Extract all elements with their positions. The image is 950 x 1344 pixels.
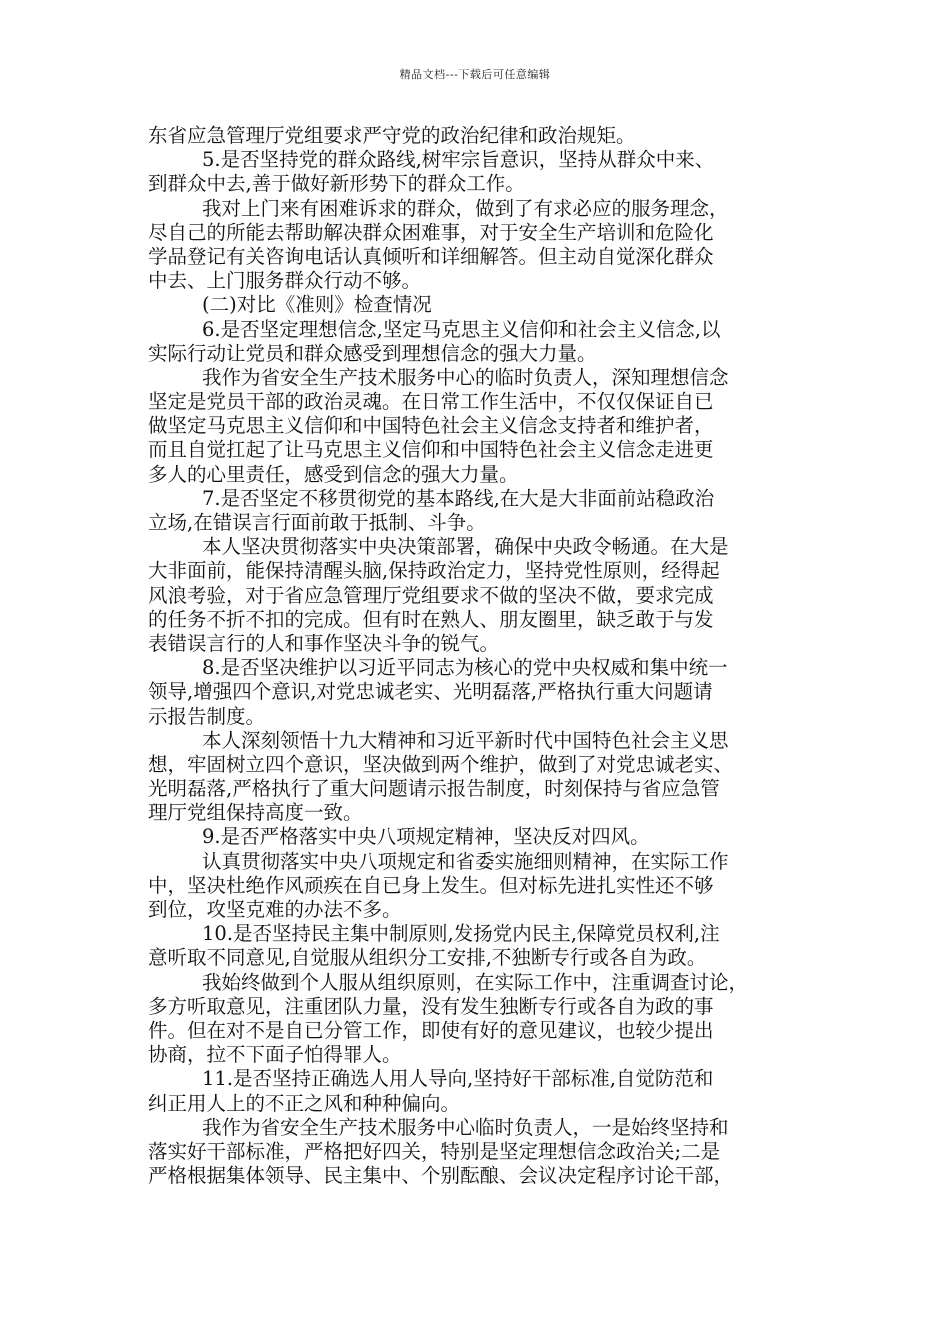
text-line: 而且自觉扛起了让马克思主义信仰和中国特色社会主义信念走进更 (148, 438, 714, 462)
text-line: 尽自己的所能去帮助解决群众困难事，对于安全生产培训和危险化 (148, 220, 714, 244)
text-line: 想，牢固树立四个意识，坚决做到两个维护，做到了对党忠诚老实、 (148, 752, 734, 776)
text-line: 的任务不折不扣的完成。但有时在熟人、朋友圈里，缺乏敢于与发 (148, 607, 714, 631)
text-line: 我始终做到个人服从组织原则，在实际工作中，注重调查讨论， (202, 970, 749, 994)
text-line: 9.是否严格落实中央八项规定精神，坚决反对四风。 (202, 825, 650, 849)
text-line: 东省应急管理厅党组要求严守党的政治纪律和政治规矩。 (148, 124, 636, 147)
text-line: 件。但在对不是自已分管工作，即使有好的意见建议，也较少提出 (148, 1018, 714, 1042)
text-line: 11.是否坚持正确选人用人导向,坚持好干部标准,自觉防范和 (202, 1067, 714, 1091)
text-line: 10.是否坚持民主集中制原则,发扬党内民主,保障党员权利,注 (202, 922, 720, 946)
text-line: 纠正用人上的不正之风和种种偏向。 (148, 1091, 461, 1115)
text-line: 实际行动让党员和群众感受到理想信念的强大力量。 (148, 341, 597, 365)
text-line: 表错误言行的人和事作坚决斗争的锐气。 (148, 631, 500, 655)
text-line: 大非面前，能保持清醒头脑,保持政治定力，坚持党性原则，经得起 (148, 559, 720, 583)
text-line: 我作为省安全生产技术服务中心的临时负责人，深知理想信念 (202, 365, 729, 389)
text-line: 5.是否坚持党的群众路线,树牢宗旨意识，坚持从群众中来、 (202, 148, 715, 172)
text-line: 立场,在错误言行面前敢于抵制、斗争。 (148, 511, 486, 534)
text-line: 中去、上门服务群众行动不够。 (148, 269, 422, 293)
text-line: 光明磊落,严格执行了重大问题请示报告制度，时刻保持与省应急管 (148, 777, 720, 801)
text-line: 风浪考验，对于省应急管理厅党组要求不做的坚决不做，要求完成 (148, 583, 714, 607)
text-line: 做坚定马克思主义信仰和中国特色社会主义信念支持者和维护者， (148, 414, 714, 438)
text-line: 到位，攻坚克难的办法不多。 (148, 898, 402, 921)
text-line: 严格根据集体领导、民主集中、个别酝酿、会议决定程序讨论干部， (148, 1164, 734, 1188)
text-line: 7.是否坚定不移贯彻党的基本路线,在大是大非面前站稳政治 (202, 486, 715, 510)
text-line: 8.是否坚决维护以习近平同志为核心的党中央权威和集中统一 (202, 656, 728, 680)
text-line: 中，坚决杜绝作风顽疾在自已身上发生。但对标先进扎实性还不够 (148, 873, 714, 897)
text-line: 到群众中去,善于做好新形势下的群众工作。 (148, 172, 525, 196)
text-line: (二)对比《准则》检查情况 (202, 293, 432, 317)
text-line: 理厅党组保持高度一致。 (148, 801, 363, 825)
text-line: 认真贯彻落实中央八项规定和省委实施细则精神，在实际工作 (202, 849, 729, 873)
text-line: 坚定是党员干部的政治灵魂。在日常工作生活中，不仅仅保证自已 (148, 390, 714, 414)
text-line: 落实好干部标准，严格把好四关，特别是坚定理想信念政治关;二是 (148, 1139, 721, 1163)
text-line: 6.是否坚定理想信念,坚定马克思主义信仰和社会主义信念,以 (202, 317, 721, 341)
text-line: 本人坚决贯彻落实中央决策部署，确保中央政令畅通。在大是 (202, 535, 729, 559)
text-line: 本人深刻领悟十九大精神和习近平新时代中国特色社会主义思 (202, 728, 729, 752)
text-line: 我对上门来有困难诉求的群众，做到了有求必应的服务理念， (202, 196, 729, 220)
text-line: 示报告制度。 (148, 704, 266, 728)
text-line: 协商，拉不下面子怕得罪人。 (148, 1043, 402, 1067)
page-header: 精品文档---下载后可任意编辑 (399, 68, 551, 81)
text-line: 领导,增强四个意识,对党忠诚老实、光明磊落,严格执行重大问题请 (148, 680, 713, 704)
text-line: 多方听取意见，注重团队力量，没有发生独断专行或各自为政的事 (148, 994, 714, 1018)
document-body (148, 124, 820, 1188)
text-line: 我作为省安全生产技术服务中心临时负责人，一是始终坚持和 (202, 1115, 729, 1139)
text-line: 多人的心里责任，感受到信念的强大力量。 (148, 462, 519, 486)
text-line: 学品登记有关咨询电话认真倾听和详细解答。但主动自觉深化群众 (148, 244, 714, 268)
text-line: 意听取不同意见,自觉服从组织分工安排,不独断专行或各自为政。 (148, 946, 707, 970)
